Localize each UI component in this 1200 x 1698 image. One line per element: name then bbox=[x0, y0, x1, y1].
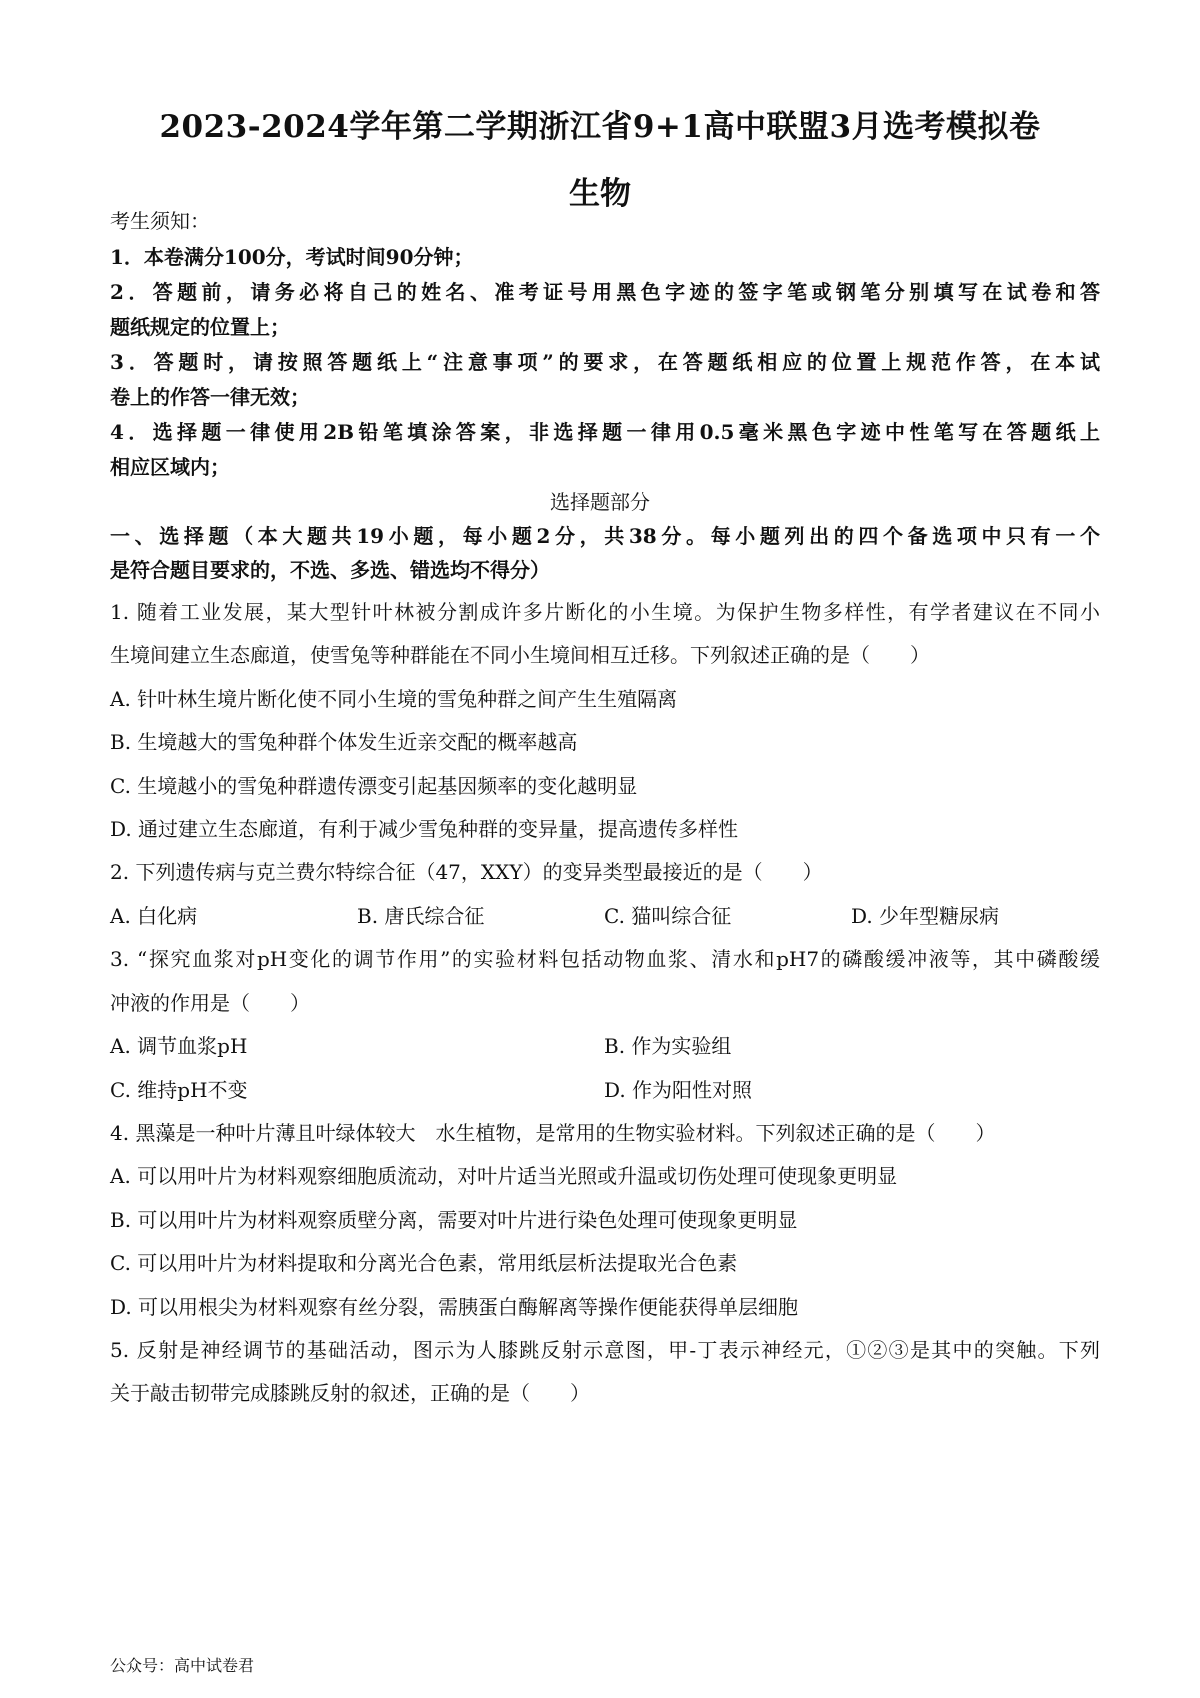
notice-item-3-line-1: 3．答题时，请按照答题纸上“注意事项”的要求，在答题纸相应的位置上规范作答，在本试 bbox=[110, 350, 1100, 374]
section-instructions-line-2: 是符合题目要求的，不选、多选、错选均不得分） bbox=[110, 558, 550, 582]
footer-source: 公众号：高中试卷君 bbox=[110, 1656, 255, 1675]
subject-title: 生物 bbox=[569, 176, 631, 212]
notice-item-1: 1．本卷满分100分，考试时间90分钟； bbox=[110, 245, 474, 269]
q2-option-d: D. 少年型糖尿病 bbox=[851, 904, 1000, 928]
q2-stem: 2. 下列遗传病与克兰费尔特综合征（47，XXY）的变异类型最接近的是（ ） bbox=[110, 860, 823, 884]
notice-item-4-line-2: 相应区域内； bbox=[110, 455, 230, 479]
q5-stem-line-1: 5. 反射是神经调节的基础活动，图示为人膝跳反射示意图，甲-丁表示神经元，①②③是其中的突触。下列 bbox=[110, 1338, 1100, 1362]
q1-option-d: D. 通过建立生态廊道，有利于减少雪兔种群的变异量，提高遗传多样性 bbox=[110, 817, 739, 841]
q4-option-c: C. 可以用叶片为材料提取和分离光合色素，常用纸层析法提取光合色素 bbox=[110, 1251, 738, 1275]
q4-option-b: B. 可以用叶片为材料观察质壁分离，需要对叶片进行染色处理可使现象更明显 bbox=[110, 1208, 798, 1232]
notice-item-2-line-1: 2．答题前，请务必将自己的姓名、准考证号用黑色字迹的签字笔或钢笔分别填写在试卷和答 bbox=[110, 280, 1100, 304]
section-title: 选择题部分 bbox=[550, 490, 650, 514]
notice-item-4-line-1: 4．选择题一律使用2B铅笔填涂答案，非选择题一律用0.5毫米黑色字迹中性笔写在答题纸上 bbox=[110, 420, 1100, 444]
q1-option-a: A. 针叶林生境片断化使不同小生境的雪兔种群之间产生生殖隔离 bbox=[110, 687, 678, 711]
q2-option-b: B. 唐氏综合征 bbox=[357, 904, 485, 928]
q4-stem: 4. 黑藻是一种叶片薄且叶绿体较大 水生植物，是常用的生物实验材料。下列叙述正确的是（ ） bbox=[110, 1121, 996, 1145]
q4-option-d: D. 可以用根尖为材料观察有丝分裂，需胰蛋白酶解离等操作便能获得单层细胞 bbox=[110, 1295, 799, 1319]
q5-stem-line-2: 关于敲击韧带完成膝跳反射的叙述，正确的是（ ） bbox=[110, 1381, 590, 1405]
notice-item-3-line-2: 卷上的作答一律无效； bbox=[110, 385, 310, 409]
section-instructions-line-1: 一、选择题（本大题共19小题，每小题2分，共38分。每小题列出的四个备选项中只有一个 bbox=[110, 524, 1100, 548]
q1-option-b: B. 生境越大的雪兔种群个体发生近亲交配的概率越高 bbox=[110, 730, 578, 754]
q2-option-c: C. 猫叫综合征 bbox=[604, 904, 732, 928]
exam-title: 2023-2024学年第二学期浙江省9+1高中联盟3月选考模拟卷 bbox=[159, 109, 1041, 145]
notice-item-2-line-2: 题纸规定的位置上； bbox=[110, 315, 290, 339]
q3-option-d: D. 作为阳性对照 bbox=[604, 1078, 753, 1102]
q1-stem-line-1: 1. 随着工业发展，某大型针叶林被分割成许多片断化的小生境。为保护生物多样性，有学者建议在不同小 bbox=[110, 600, 1100, 624]
q3-option-a: A. 调节血浆pH bbox=[110, 1034, 248, 1058]
q3-option-b: B. 作为实验组 bbox=[604, 1034, 732, 1058]
q2-option-a: A. 白化病 bbox=[110, 904, 198, 928]
notice-heading: 考生须知： bbox=[110, 209, 210, 233]
q4-option-a: A. 可以用叶片为材料观察细胞质流动，对叶片适当光照或升温或切伤处理可使现象更明显 bbox=[110, 1164, 898, 1188]
q3-option-c: C. 维持pH不变 bbox=[110, 1078, 248, 1102]
q1-stem-line-2: 生境间建立生态廊道，使雪兔等种群能在不同小生境间相互迁移。下列叙述正确的是（ ） bbox=[110, 643, 930, 667]
q1-option-c: C. 生境越小的雪兔种群遗传漂变引起基因频率的变化越明显 bbox=[110, 774, 638, 798]
q3-stem-line-2: 冲液的作用是（ ） bbox=[110, 991, 310, 1015]
q3-stem-line-1: 3. “探究血浆对pH变化的调节作用”的实验材料包括动物血浆、清水和pH7的磷酸缓冲液等，其中磷酸缓 bbox=[110, 947, 1100, 971]
